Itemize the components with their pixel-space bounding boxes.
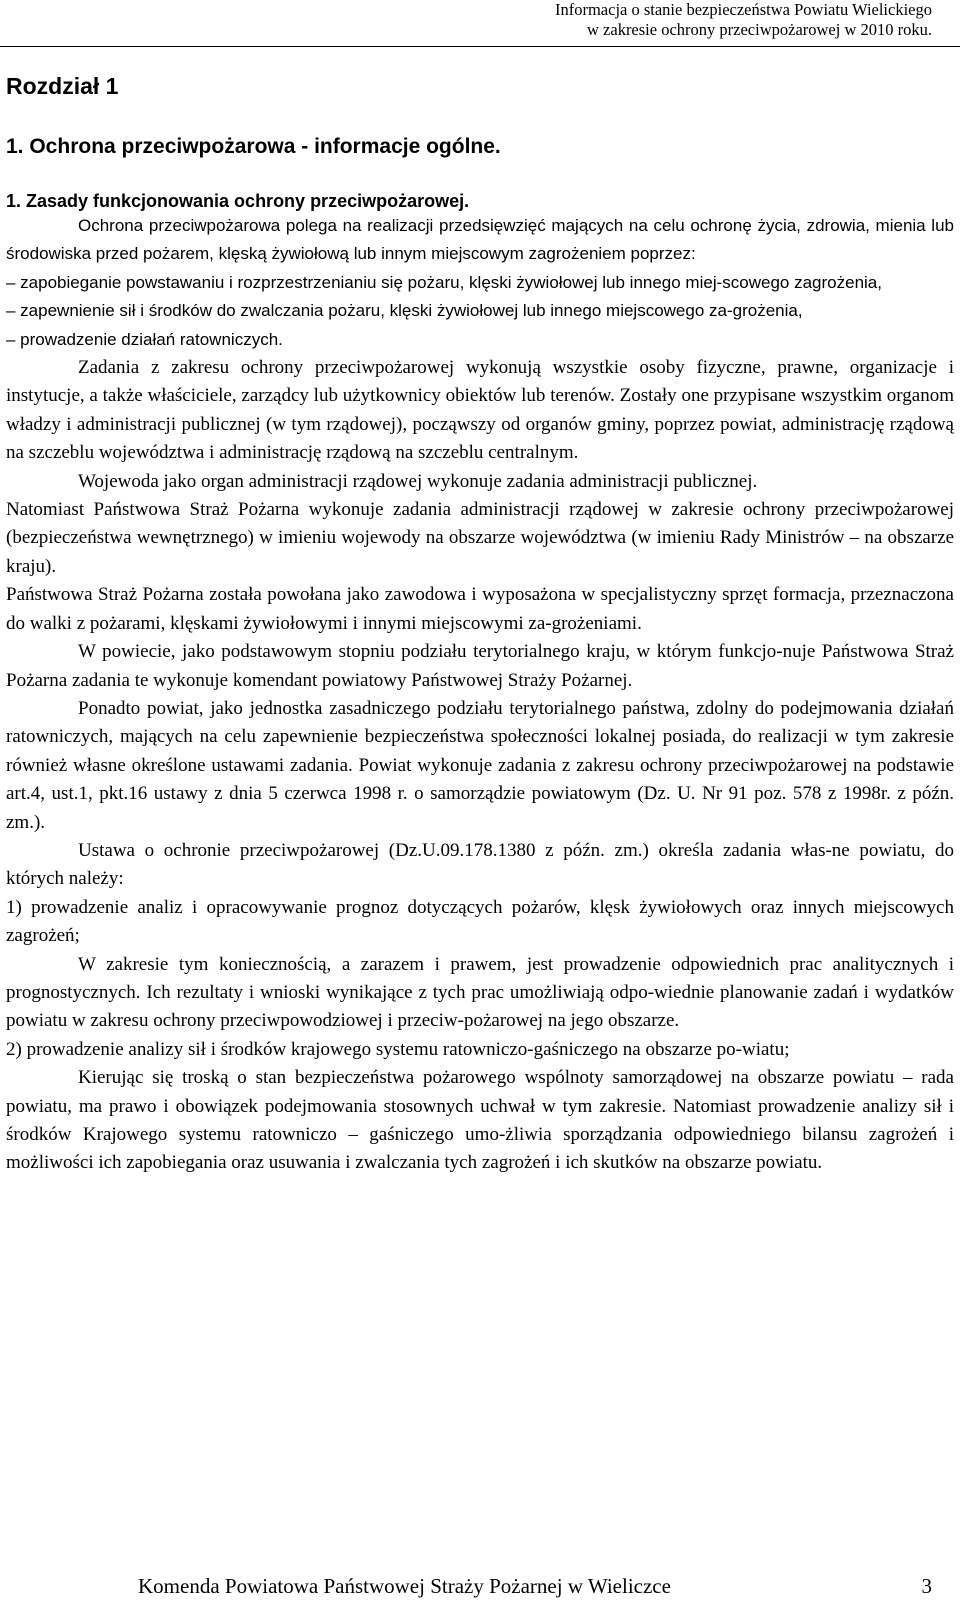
header-line-2: w zakresie ochrony przeciwpożarowej w 2010 roku.	[587, 20, 932, 39]
paragraph-act: Ustawa o ochronie przeciwpożarowej (Dz.U.09.178.1380 z późn. zm.) określa zadania włas-ne powiatu, do których należy:	[6, 839, 954, 890]
section-heading: 1. Ochrona przeciwpożarowa - informacje ogólne.	[6, 135, 501, 158]
paragraph-tasks: Zadania z zakresu ochrony przeciwpożarowej wykonują wszystkie osoby fizyczne, prawne, organizacje i instytucje, a także właściciele, zarządcy lub użytkownicy obiektów lub terenów. Zostały one przypisane wszystkim organom władzy i administracji publicznej (w tym rządowej), począwszy od organów gminy, poprzez powiat, administrację rządową na szczeblu województwa i administrację rządową na szczeblu centralnym.	[6, 357, 954, 464]
list-item-1: 1) prowadzenie analiz i opracowywanie prognoz dotyczących pożarów, klęsk żywiołowych oraz innych miejscowych zagrożeń;	[6, 896, 954, 947]
paragraph-county-tasks: Ponadto powiat, jako jednostka zasadniczego podziału terytorialnego państwa, zdolny do podejmowania działań ratowniczych, mających na celu zapewnienie bezpieczeństwa społeczności lokalnej posiada, do realizacji w tym zakresie również własne określone ustawami zadania. Powiat wykonuje zadania z zakresu ochrony przeciwpożarowej na podstawie art.4, ust.1, pkt.16 ustawy z dnia 5 czerwca 1998 r. o samorządzie powiatowym (Dz. U. Nr 91 poz. 578 z 1998r. z późn. zm.).	[6, 697, 954, 833]
paragraph-county-commander: W powiecie, jako podstawowym stopniu podziału terytorialnego kraju, w którym funkcjo-nuje Państwowa Straż Pożarna zadania te wykonuje komendant powiatowy Państwowej Straży Pożarnej.	[6, 641, 954, 691]
page-number: 3	[921, 1574, 932, 1598]
paragraph-voivode: Wojewoda jako organ administracji rządowej wykonuje zadania administracji publicznej.	[78, 470, 758, 492]
paragraph-analysis: W zakresie tym koniecznością, a zarazem i prawem, jest prowadzenie odpowiednich prac analitycznych i prognostycznych. Ich rezultaty i wnioski wynikające z tych prac umożliwiają odpo-wiednie planowanie zadań i wydatków powiatu w zakresu ochrony przeciwpowodziowej i przeciw-pożarowej na jego obszarze.	[6, 953, 954, 1032]
bullet-item-prevention: – zapobieganie powstawaniu i rozprzestrzenianiu się pożaru, klęski żywiołowej lub innego miej-scowego zagrożenia,	[6, 272, 882, 292]
chapter-heading: Rozdział 1	[6, 73, 119, 99]
subsection-heading: 1. Zasady funkcjonowania ochrony przeciwpożarowej.	[6, 191, 470, 211]
paragraph-council: Kierując się troską o stan bezpieczeństwa pożarowego wspólnoty samorządowej na obszarze powiatu – rada powiatu, ma prawo i obowiązek podejmowania stosownych uchwał w tym zakresie. Natomiast prowadzenie analizy sił i środków Krajowego systemu ratowniczo – gaśniczego umo-żliwia sporządzania odpowiedniego bilansu zagrożeń i możliwości ich zapobiegania oraz usuwania i zwalczania tych zagrożeń i ich skutków na obszarze powiatu.	[6, 1067, 954, 1174]
document-body	[6, 72, 954, 1178]
bullet-item-rescue: – prowadzenie działań ratowniczych.	[6, 329, 283, 349]
header-line-1: Informacja o stanie bezpieczeństwa Powiatu Wielickiego	[554, 0, 932, 19]
paragraph-intro: Ochrona przeciwpożarowa polega na realizacji przedsięwzięć mających na celu ochronę życia, zdrowia, mienia lub środowiska przed pożarem, klęską żywiołową lub innym miejscowym zagrożeniem poprzez:	[6, 216, 954, 264]
list-item-2: 2) prowadzenie analizy sił i środków krajowego systemu ratowniczo-gaśniczego na obszarze po-wiatu;	[6, 1038, 790, 1060]
paragraph-psp-formation: Państwowa Straż Pożarna została powołana jako zawodowa i wyposażona w specjalistyczny sprzęt formacja, przeznaczona do walki z pożarami, klęskami żywiołowymi i innymi miejscowymi za-grożeniami.	[6, 584, 954, 634]
header-rule	[0, 46, 960, 47]
footer-organization: Komenda Powiatowa Państwowej Straży Pożarnej w Wieliczce	[138, 1574, 671, 1598]
paragraph-psp-tasks: Natomiast Państwowa Straż Pożarna wykonuje zadania administracji rządowej w zakresie ochrony przeciwpożarowej (bezpieczeństwa wewnętrznego) w imieniu wojewody na obszarze województwa (w imieniu Rady Ministrów – na obszarze kraju).	[6, 499, 954, 577]
body-text	[6, 212, 954, 1178]
bullet-item-resources: – zapewnienie sił i środków do zwalczania pożaru, klęski żywiołowej lub innego miejscowego za-grożenia,	[6, 301, 803, 321]
page-header	[172, 0, 932, 40]
